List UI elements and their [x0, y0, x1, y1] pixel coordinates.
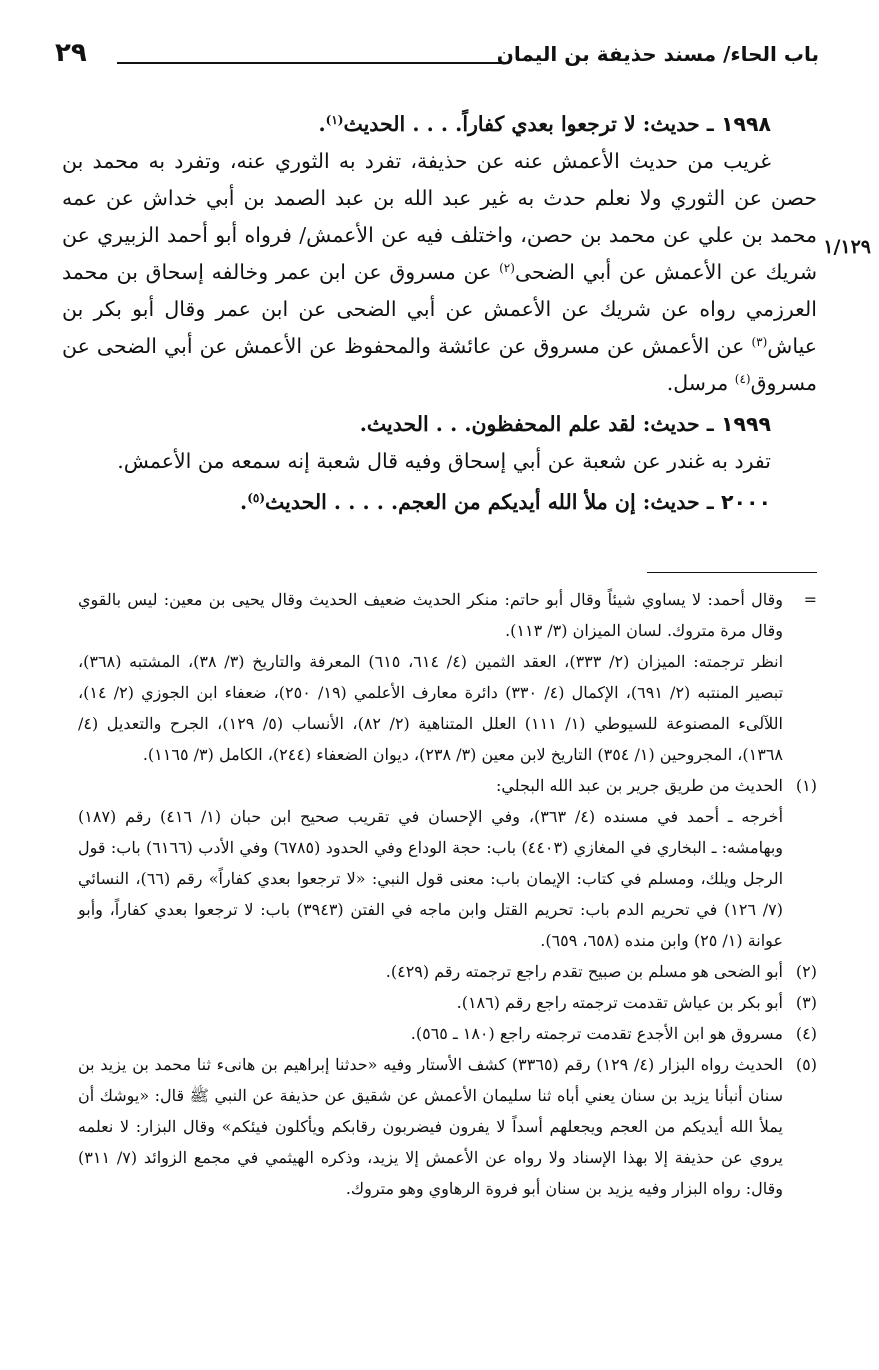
footnote-5: [78, 1049, 817, 1204]
footnote-text: وقال أحمد: لا يساوي شيئاً وقال أبو حاتم: منكر الحديث ضعيف الحديث وقال يحيى بن معين: ليس بالقوي وقال مرة متروك. لسان الميزان (٣/ ١١٣).: [78, 590, 783, 640]
commentary-paragraph-1: [62, 143, 817, 402]
hadith-2000: [62, 484, 817, 521]
footnote-marker: (٣): [795, 993, 817, 1012]
footnote-ref: (٥): [247, 491, 266, 505]
footnote-continuation: [78, 584, 817, 770]
page-number: ٢٩: [55, 38, 87, 68]
commentary-paragraph-2: تفرد به غندر عن شعبة عن أبي إسحاق وفيه قال شعبة إنه سمعه من الأعمش.: [117, 449, 771, 473]
footnote-marker: (٤): [795, 1024, 817, 1043]
footnote-text: أبو الضحى هو مسلم بن صبيح تقدم راجع ترجمته رقم (٤٢٩).: [385, 962, 783, 981]
hadith-end-mark: .: [240, 490, 248, 514]
footnote-text: انظر ترجمته: الميزان (٢/ ٣٣٣)، العقد الثمين (٤/ ٦١٤، ٦١٥) المعرفة والتاريخ (٣/ ٣٨)، المشتبه (٣٦٨)، تبصير المنتبه (٢/ ٦٩١)، الإكمال (٤/ ٣٣٠) دائرة معارف الأعلمي (١٩/ ٢٥٠)، ضعفاء ابن الجوزي (٢/ ١٤)، اللآلىء المصنوعة للسيوطي (١/ ١١١) العلل المتناهية (٢/ ٨٢)، الأنساب (٥/ ١٢٩)، الجرح والتعديل (٤/ ١٣٦٨)، المجروحين (١/ ٣٥٤) التاريخ لابن معين (٣/ ٢٣٨)، ديوان الضعفاء (٢٤٤)، الكامل (٣/ ١١٦٥).: [78, 652, 784, 764]
hadith-text: لقد علم المحفظون. . . الحديث.: [359, 412, 643, 436]
commentary-text: غريب من حديث الأعمش عنه عن حذيفة، تفرد به الثوري عنه، وتفرد به محمد بن حصن عن الثوري ولا نعلم حدث به غير عبد الله بن عبد الصمد بن أبي خداش عن عمه محمد بن علي عن محمد بن حصن، واختلف فيه عن الأعمش/ فرواه أبو أحمد الزبيري عن شريك عن الأعمش عن أبي الضحى: [62, 149, 818, 284]
footnote-text: أبو بكر بن عياش تقدمت ترجمته راجع رقم (١٨٦).: [456, 993, 783, 1012]
hadith-number: ١٩٩٩ ـ: [706, 412, 771, 436]
running-title: باب الحاء/ مسند حذيفة بن اليمان: [496, 42, 819, 66]
commentary-text: مرسل.: [666, 371, 735, 395]
footnote-ref: (٢): [499, 261, 515, 275]
footnote-marker: (١): [795, 776, 817, 795]
hadith-label: حديث:: [642, 412, 700, 436]
header-rule: [117, 62, 501, 64]
footnote-4: [78, 1018, 817, 1049]
margin-manuscript-ref: ١/١٢٩: [823, 236, 871, 258]
hadith-label: حديث:: [642, 490, 700, 514]
footnote-ref: (١): [325, 113, 344, 127]
commentary-text: عن مسروق عن ابن عمر وخالفه إسحاق بن محمد العرزمي رواه عن شريك عن الأعمش عن أبي الضحى عن ابن عمر وقال أبو بكر بن عياش: [62, 260, 817, 358]
hadith-text: إن ملأ الله أيديكم من العجم. . . . . الحديث: [265, 490, 643, 514]
footnote-ref: (٣): [751, 335, 768, 349]
footnote-separator: [647, 572, 817, 573]
hadith-number: ٢٠٠٠ ـ: [706, 490, 771, 514]
footnote-marker: =: [803, 590, 817, 609]
footnote-text: أخرجه ـ أحمد في مسنده (٤/ ٣٦٣)، وفي الإحسان في تقريب صحيح ابن حبان (١/ ٤١٦) رقم (١٨٧) وبهامشه: ـ البخاري في المغازي (٤٤٠٣) باب: حجة الوداع وفي الحدود (٦٧٨٥) وفي الأدب (٦١٦٦) باب: قول الرجل ويلك، ومسلم في كتاب: الإيمان باب: معنى قول النبي: «لا ترجعوا بعدي كفاراً» رقم (٦٦)، النسائي (٧/ ١٢٦) في تحريم الدم باب: تحريم القتل وابن ماجه في الفتن (٣٩٤٣) باب: لا ترجعوا بعدي كفاراً، وأبو عوانة (١/ ٢٥) وابن منده (٦٥٨، ٦٥٩).: [78, 807, 784, 950]
footnote-3: [78, 987, 817, 1018]
footnotes: [78, 584, 817, 1204]
hadith-1999: [62, 406, 817, 443]
hadith-1998: ١٩٩٨ ـ حديث: لا ترجعوا بعدي كفاراً. . . . الحديث$^{(١)}$.: [318, 112, 771, 136]
footnote-text: مسروق هو ابن الأجدع تقدمت ترجمته راجع (١٨٠ ـ ٥٦٥).: [410, 1024, 783, 1043]
hadith-label: حديث:: [642, 112, 700, 136]
footnote-text: الحديث من طريق جرير بن عبد الله البجلي:: [495, 776, 783, 795]
footnote-ref: (٤): [734, 372, 751, 386]
page-header: [55, 38, 819, 78]
hadith-number: ١٩٩٨ ـ: [706, 112, 771, 136]
main-text: [62, 102, 817, 521]
commentary-text: عن الأعمش عن مسروق عن عائشة والمحفوظ عن الأعمش عن أبي الضحى عن مسروق: [62, 334, 817, 395]
hadith-text: لا ترجعوا بعدي كفاراً. . . . الحديث: [343, 112, 643, 136]
footnote-marker: (٢): [795, 962, 817, 981]
footnote-2: [78, 956, 817, 987]
footnote-1: [78, 770, 817, 956]
footnote-marker: (٥): [795, 1055, 817, 1074]
footnote-text: الحديث رواه البزار (٤/ ١٢٩) رقم (٣٣٦٥) كشف الأستار وفيه «حدثنا إبراهيم بن هانىء ثنا محمد بن يزيد بن سنان أنبأنا يزيد بن سنان يعني أباه ثنا سليمان الأعمش عن شقيق عن حذيفة عن النبي ﷺ قال: «يوشك أن يملأ الله أيديكم من العجم ويجعلهم أسداً لا يفرون فيضربون رقابكم ويأكلون فيئكم» وقال البزار: لا نعلمه يروي عن حذيفة إلا بهذا الإسناد ولا رواه عن الأعمش إلا يزيد، وذكره الهيثمي في مجمع الزوائد (٧/ ٣١١) وقال: رواه البزار وفيه يزيد بن سنان أبو فروة الرهاوي وهو متروك.: [78, 1055, 783, 1198]
